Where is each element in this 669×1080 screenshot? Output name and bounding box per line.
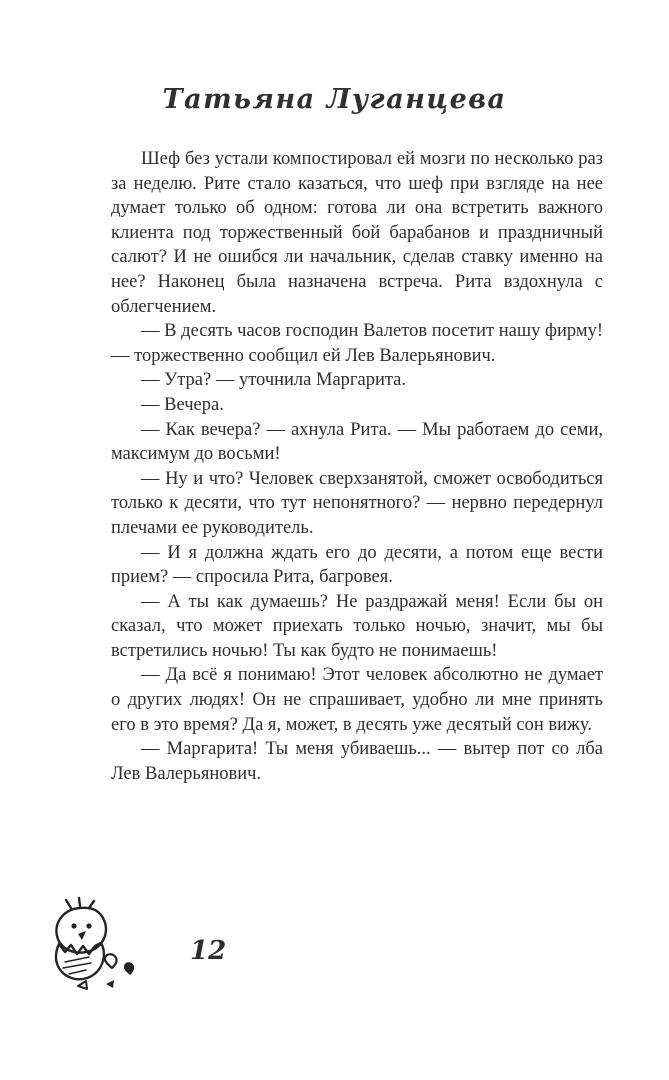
paragraph: — Вечера. — [141, 394, 224, 415]
paragraph: — Маргарита! Ты меня убиваешь... — вытер пот со лба Лев Валерьянович. — [111, 739, 603, 784]
page-number: 12 — [190, 936, 227, 966]
paragraph: Шеф без устали компостировал ей мозги по несколько раз за неделю. Рите стало казаться, что шеф при взгляде на нее думает только об одном: готова ли она встретить важного клиента под торжественный бой барабанов и праздничный салют? И не ошибся ли начальник, сделав ставку именно на нее? Наконец была назначена встреча. Рита вздохнула с облегчением. — [111, 149, 603, 317]
paragraph: — А ты как думаешь? Не раздражай меня! Если бы он сказал, что может приехать только ночью, значит, мы бы встретились ночью! Ты как будто не понимаешь! — [111, 591, 603, 661]
paragraph: — В десять часов господин Валетов посетит нашу фирму! — торжественно сообщил ей Лев Валерьянович. — [111, 321, 603, 366]
author-header: Татьяна Луганцева — [162, 84, 507, 115]
paragraph: — Ну и что? Человек сверхзанятой, сможет освободиться только к десяти, что тут непонятного? — нервно передернул плечами ее руководитель. — [111, 468, 603, 538]
paragraph: — Да всё я понимаю! Этот человек абсолютно не думает о других людях! Он не спрашивает, удобно ли мне принять его в это время? Да я, может, в десять уже десятый сон вижу. — [111, 665, 603, 735]
page-footer — [44, 896, 226, 992]
chick-hatching-icon — [44, 896, 176, 992]
paragraph: — Как вечера? — ахнула Рита. — Мы работаем до семи, максимум до восьми! — [111, 419, 603, 465]
paragraph: — Утра? — уточнила Маргарита. — [141, 370, 406, 391]
text-block — [111, 147, 603, 786]
paragraph: — И я должна ждать его до десяти, а потом еще вести прием? — спросила Рита, багровея. — [111, 542, 603, 588]
